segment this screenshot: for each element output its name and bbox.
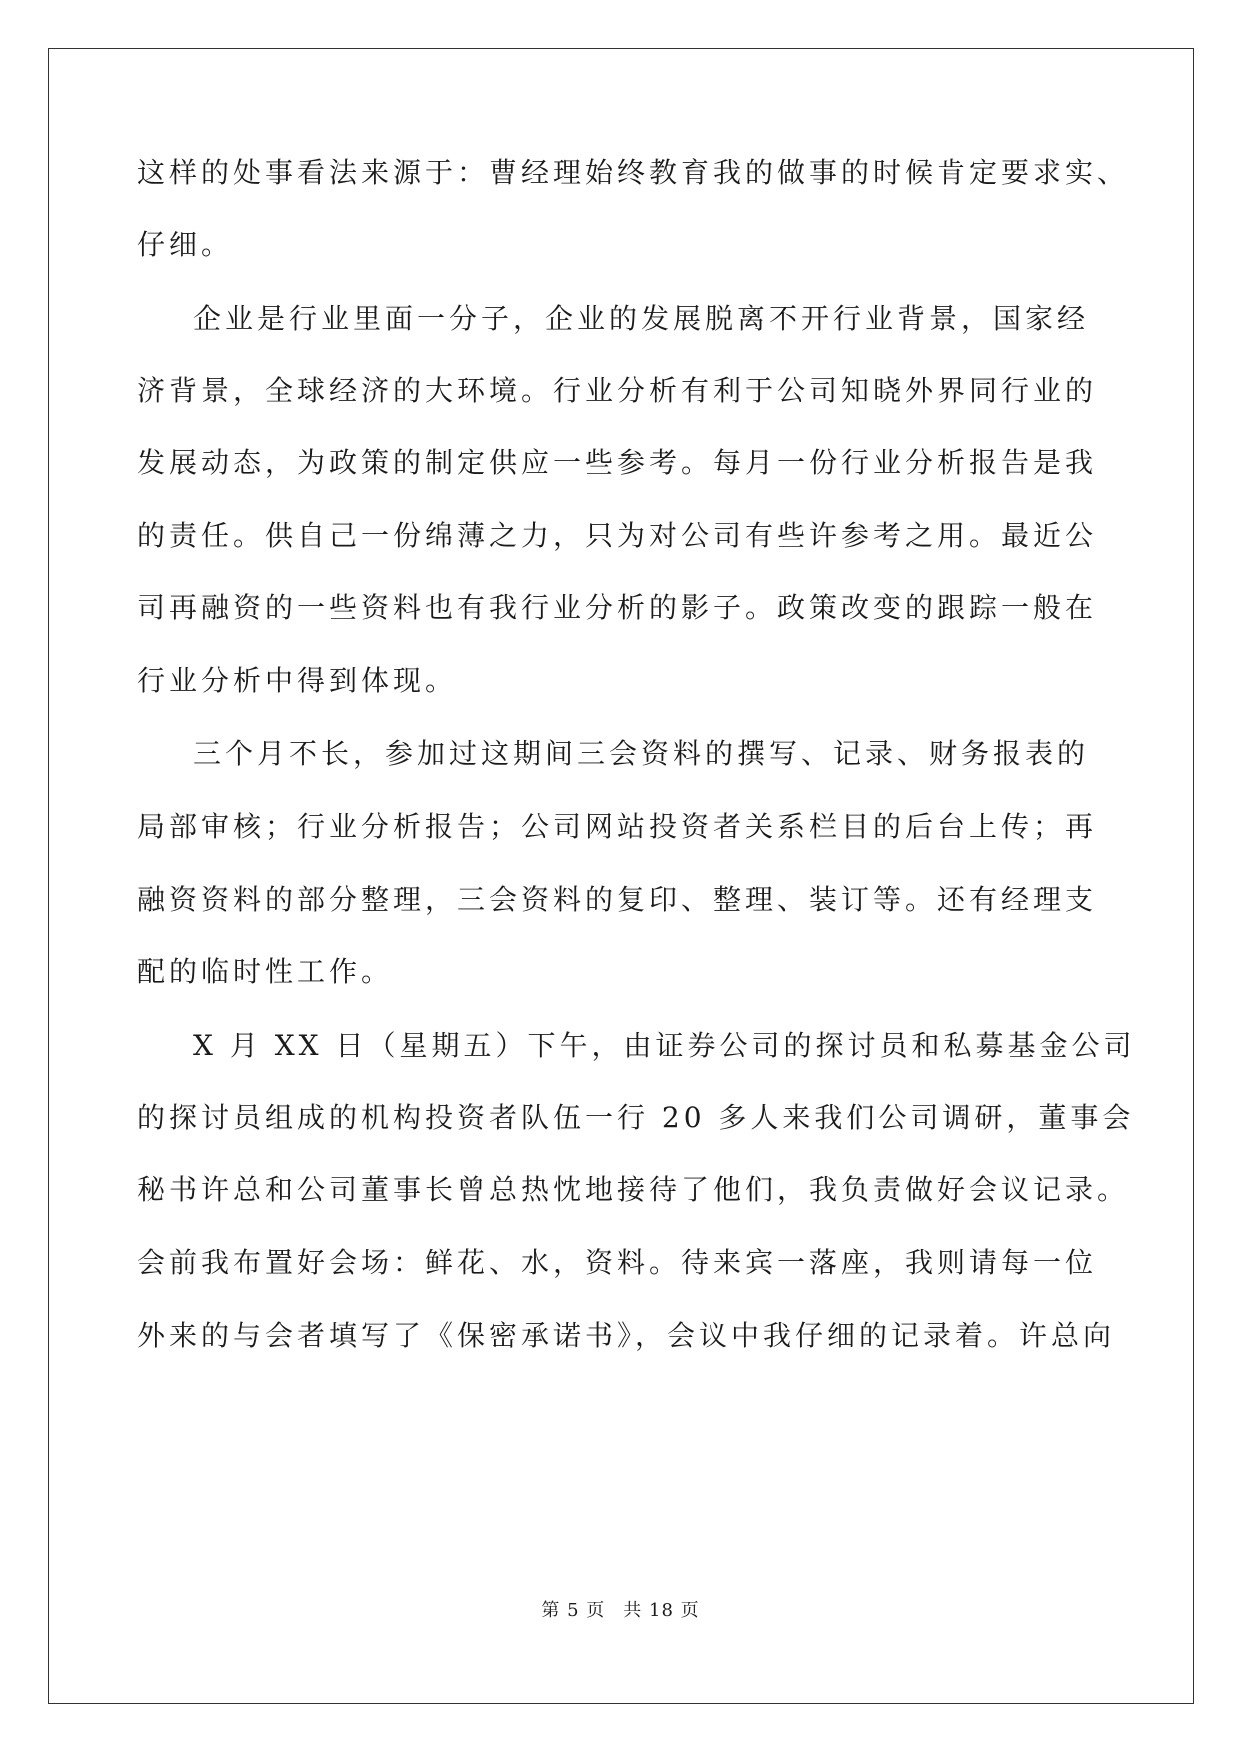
text-line: 企业是行业里面一分子，企业的发展脱离不开行业背景，国家经 <box>193 302 1090 335</box>
text-line: 会前我布置好会场：鲜花、水，资料。待来宾一落座，我则请每一位 <box>137 1246 1098 1279</box>
page-border <box>48 48 1194 1704</box>
text-line: X 月 XX 日（星期五）下午，由证券公司的探讨员和私募基金公司 <box>193 1029 1136 1062</box>
text-line: 的探讨员组成的机构投资者队伍一行 20 多人来我们公司调研，董事会 <box>137 1101 1135 1134</box>
text-line: 配的临时性工作。 <box>137 955 394 988</box>
text-line: 外来的与会者填写了《保密承诺书》，会议中我仔细的记录着。许总向 <box>137 1319 1116 1352</box>
current-page-label: 第 5 页 <box>541 1600 606 1621</box>
text-line: 济背景，全球经济的大环境。行业分析有利于公司知晓外界同行业的 <box>137 374 1098 407</box>
text-line: 发展动态，为政策的制定供应一些参考。每月一份行业分析报告是我 <box>137 446 1098 479</box>
total-pages-label: 共 18 页 <box>623 1600 700 1621</box>
text-line: 的责任。供自己一份绵薄之力，只为对公司有些许参考之用。最近公 <box>137 519 1098 552</box>
text-line: 司再融资的一些资料也有我行业分析的影子。政策改变的跟踪一般在 <box>137 591 1098 624</box>
text-line: 秘书许总和公司董事长曾总热忱地接待了他们，我负责做好会议记录。 <box>137 1173 1130 1206</box>
text-line: 三个月不长，参加过这期间三会资料的撰写、记录、财务报表的 <box>193 737 1090 770</box>
page-footer <box>0 1600 1241 1622</box>
text-line: 行业分析中得到体现。 <box>137 664 458 697</box>
text-line: 融资资料的部分整理，三会资料的复印、整理、装订等。还有经理支 <box>137 883 1098 916</box>
text-line: 仔细。 <box>137 228 234 261</box>
text-line: 局部审核；行业分析报告；公司网站投资者关系栏目的后台上传；再 <box>137 810 1098 843</box>
text-line: 这样的处事看法来源于：曹经理始终教育我的做事的时候肯定要求实、 <box>137 156 1130 189</box>
